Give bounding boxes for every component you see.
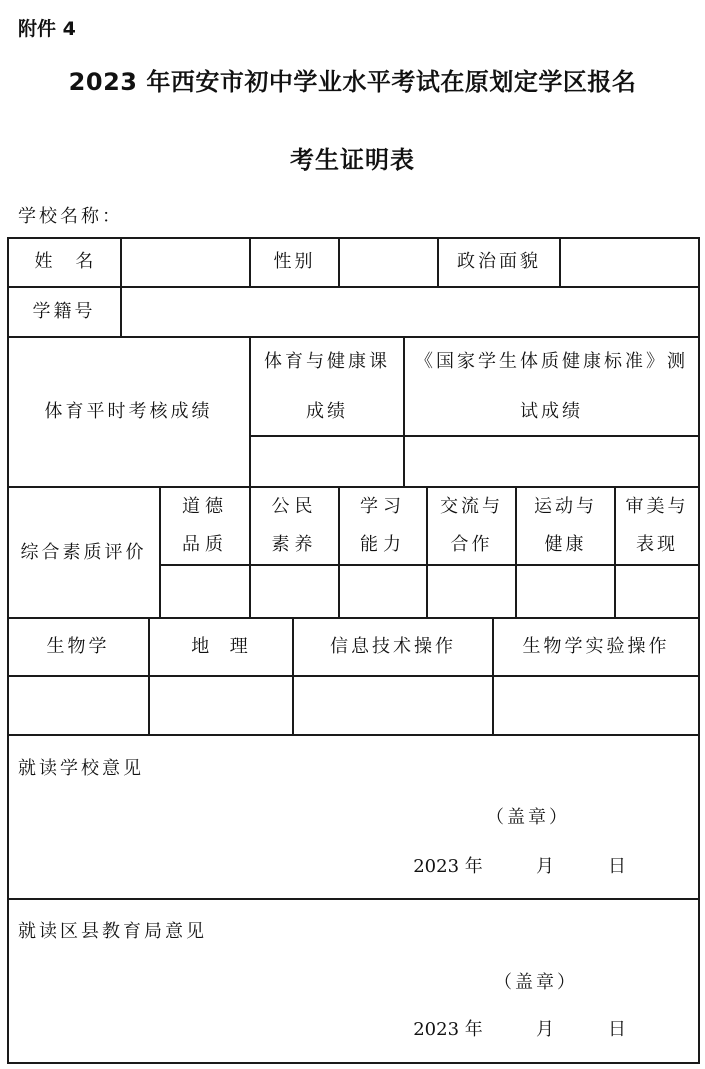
fitness-standard-label: 《国家学生体质健康标准》测 <box>415 351 688 373</box>
quality-item-label: 审美与 <box>625 496 689 518</box>
quality-item-label: 能力 <box>360 534 406 556</box>
district-date-year: 2023 年 <box>413 1019 483 1041</box>
quality-item-label: 运动与 <box>534 496 597 518</box>
table-border-right <box>698 237 700 1063</box>
school-name-label: 学校名称： <box>18 206 123 227</box>
quality-item-label: 健康 <box>544 534 587 556</box>
quality-item-label: 表现 <box>636 534 678 556</box>
school-date-day: 日 <box>608 856 626 878</box>
school-date-month: 月 <box>536 856 554 878</box>
pe-course-score-input[interactable] <box>251 437 403 486</box>
quality-morality-input[interactable] <box>161 566 249 617</box>
attachment-number: 附件 4 <box>18 18 76 40</box>
gender-label: 性别 <box>273 251 316 273</box>
political-status-label: 政治面貌 <box>457 251 541 273</box>
school-seal-label: （盖章） <box>486 807 570 829</box>
district-date-day: 日 <box>608 1019 626 1041</box>
subject-biology-label: 生物学 <box>46 636 110 658</box>
pe-assessment-label: 体育平时考核成绩 <box>44 401 213 423</box>
row-divider <box>7 898 700 900</box>
district-opinion-label: 就读区县教育局意见 <box>18 921 207 943</box>
quality-item-label: 合作 <box>450 534 493 556</box>
school-opinion-label: 就读学校意见 <box>18 758 144 780</box>
table-border-bottom <box>7 1062 700 1064</box>
row-divider <box>7 734 700 736</box>
district-date-month: 月 <box>536 1019 554 1041</box>
name-label: 姓 名 <box>34 251 94 273</box>
pe-course-label: 体育与健康课 <box>264 351 390 373</box>
name-input[interactable] <box>122 238 249 286</box>
student-id-input[interactable] <box>122 288 698 336</box>
subject-geography-label: 地 理 <box>191 636 251 658</box>
page-title: 2023 年西安市初中学业水平考试在原划定学区报名 <box>68 68 637 96</box>
political-status-input[interactable] <box>561 238 698 286</box>
page-subtitle: 考生证明表 <box>290 146 415 174</box>
subject-biology-lab-label: 生物学实验操作 <box>522 636 670 658</box>
quality-sports-health-input[interactable] <box>517 566 614 617</box>
quality-item-label: 交流与 <box>440 496 503 518</box>
quality-evaluation-label: 综合素质评价 <box>20 541 147 563</box>
quality-learning-input[interactable] <box>340 566 426 617</box>
biology-score-input[interactable] <box>8 677 148 734</box>
student-id-label: 学籍号 <box>32 301 96 323</box>
quality-communication-input[interactable] <box>428 566 515 617</box>
gender-input[interactable] <box>340 238 437 286</box>
quality-aesthetics-input[interactable] <box>616 566 698 617</box>
quality-item-label: 品质 <box>182 534 228 556</box>
subject-it-operation-label: 信息技术操作 <box>330 636 456 658</box>
quality-citizenship-input[interactable] <box>251 566 338 617</box>
biology-lab-score-input[interactable] <box>494 677 698 734</box>
quality-item-label: 学习 <box>360 496 406 518</box>
geography-score-input[interactable] <box>150 677 292 734</box>
school-date-year: 2023 年 <box>413 856 483 878</box>
fitness-standard-label: 试成绩 <box>520 400 583 422</box>
quality-item-label: 道德 <box>182 496 228 518</box>
quality-item-label: 素养 <box>271 534 318 556</box>
district-seal-label: （盖章） <box>494 972 578 994</box>
it-operation-score-input[interactable] <box>294 677 492 734</box>
fitness-standard-score-input[interactable] <box>405 437 698 486</box>
quality-item-label: 公民 <box>271 496 318 518</box>
pe-course-label: 成绩 <box>306 400 348 422</box>
